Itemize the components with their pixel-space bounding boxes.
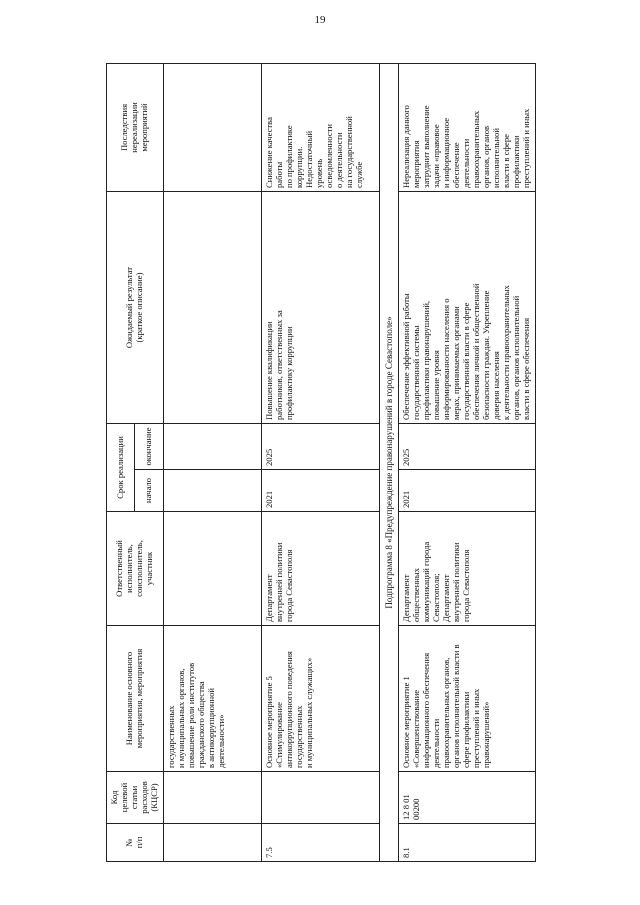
header-num: № п/п	[107, 824, 164, 862]
cell-name: государственных и муниципальных органов, повышение роли институтов гражданского общества в антикоррупционной деятельности»	[163, 626, 261, 772]
cell-code	[163, 772, 261, 824]
cell-num: 7.5	[261, 824, 379, 862]
cell-num: 8.1	[399, 824, 536, 862]
cell-consequence: Снижение качества работы по профилактике коррупции. Недостаточный уровень осведомленности о деятельности на государственной службе	[261, 64, 379, 192]
table-header	[107, 64, 164, 862]
cell-name: Основное мероприятие 5 «Стимулирование антикоррупционного поведения государственных и муниципальных служащих»	[261, 626, 379, 772]
cell-end: 2025	[261, 424, 379, 470]
table-body	[163, 64, 535, 862]
cell-responsible: Департамент внутренней политики города Севастополя	[261, 512, 379, 626]
cell-end	[163, 424, 261, 470]
measures-table	[106, 63, 536, 862]
cell-responsible	[163, 512, 261, 626]
subprogram-row	[379, 64, 398, 862]
table-row	[261, 64, 379, 862]
header-end: окончание	[135, 424, 163, 470]
cell-consequence: Нереализация данного мероприятия затруднит выполнение задачи «правовое и информационное обеспечение деятельности правоохранительных органов, органов исполнительной власти в сфере профилактики преступлений и иных	[399, 64, 536, 192]
header-period: Срок реализации	[107, 424, 135, 512]
cell-start: 2021	[261, 470, 379, 512]
cell-result: Повышение квалификации работников, ответственных за профилактику коррупции	[261, 192, 379, 424]
table-row	[163, 64, 261, 862]
cell-responsible: Департамент общественных коммуникаций города Севастополя; Департамент внутренней политики города Севастополя	[399, 512, 536, 626]
header-result: Ожидаемый результат (краткое описание)	[107, 192, 164, 424]
cell-start	[163, 470, 261, 512]
header-consequence: Последствия нереализации мероприятий	[107, 64, 164, 192]
cell-code: 12 8 01 00200	[399, 772, 536, 824]
cell-end: 2025	[399, 424, 536, 470]
header-code: Код целевой статьи расходов (КЦСР)	[107, 772, 164, 824]
cell-start: 2021	[399, 470, 536, 512]
cell-name: Основное мероприятие 1 «Совершенствование информационного обеспечения деятельности правоохранительных органов, органов исполнительной власти в сфере профилактики преступлений и иных правонарушений»	[399, 626, 536, 772]
table-row	[399, 64, 536, 862]
subprogram-title: Подпрограмма 8 «Предупреждение правонарушений в городе Севастополе»	[379, 64, 398, 862]
cell-result	[163, 192, 261, 424]
header-responsible: Ответственный исполнитель, соисполнитель, участник	[107, 512, 164, 626]
cell-num	[163, 824, 261, 862]
header-name: Наименование основного мероприятия, мероприятия	[107, 626, 164, 772]
cell-code	[261, 772, 379, 824]
page-number: 19	[314, 14, 326, 26]
rotated-table-page	[106, 64, 531, 862]
cell-result: Обеспечение эффективной работы государственной системы профилактики правонарушений, повышение уровня информированности населения о мерах, принимаемых органами государственной власти в сфере обеспечения личной и общественной безопасности граждан. Укрепление доверия населения к деятельности правоохранительных органов, органов исполнительной власти в сфере обеспечения	[399, 192, 536, 424]
header-start: начало	[135, 470, 163, 512]
cell-consequence	[163, 64, 261, 192]
